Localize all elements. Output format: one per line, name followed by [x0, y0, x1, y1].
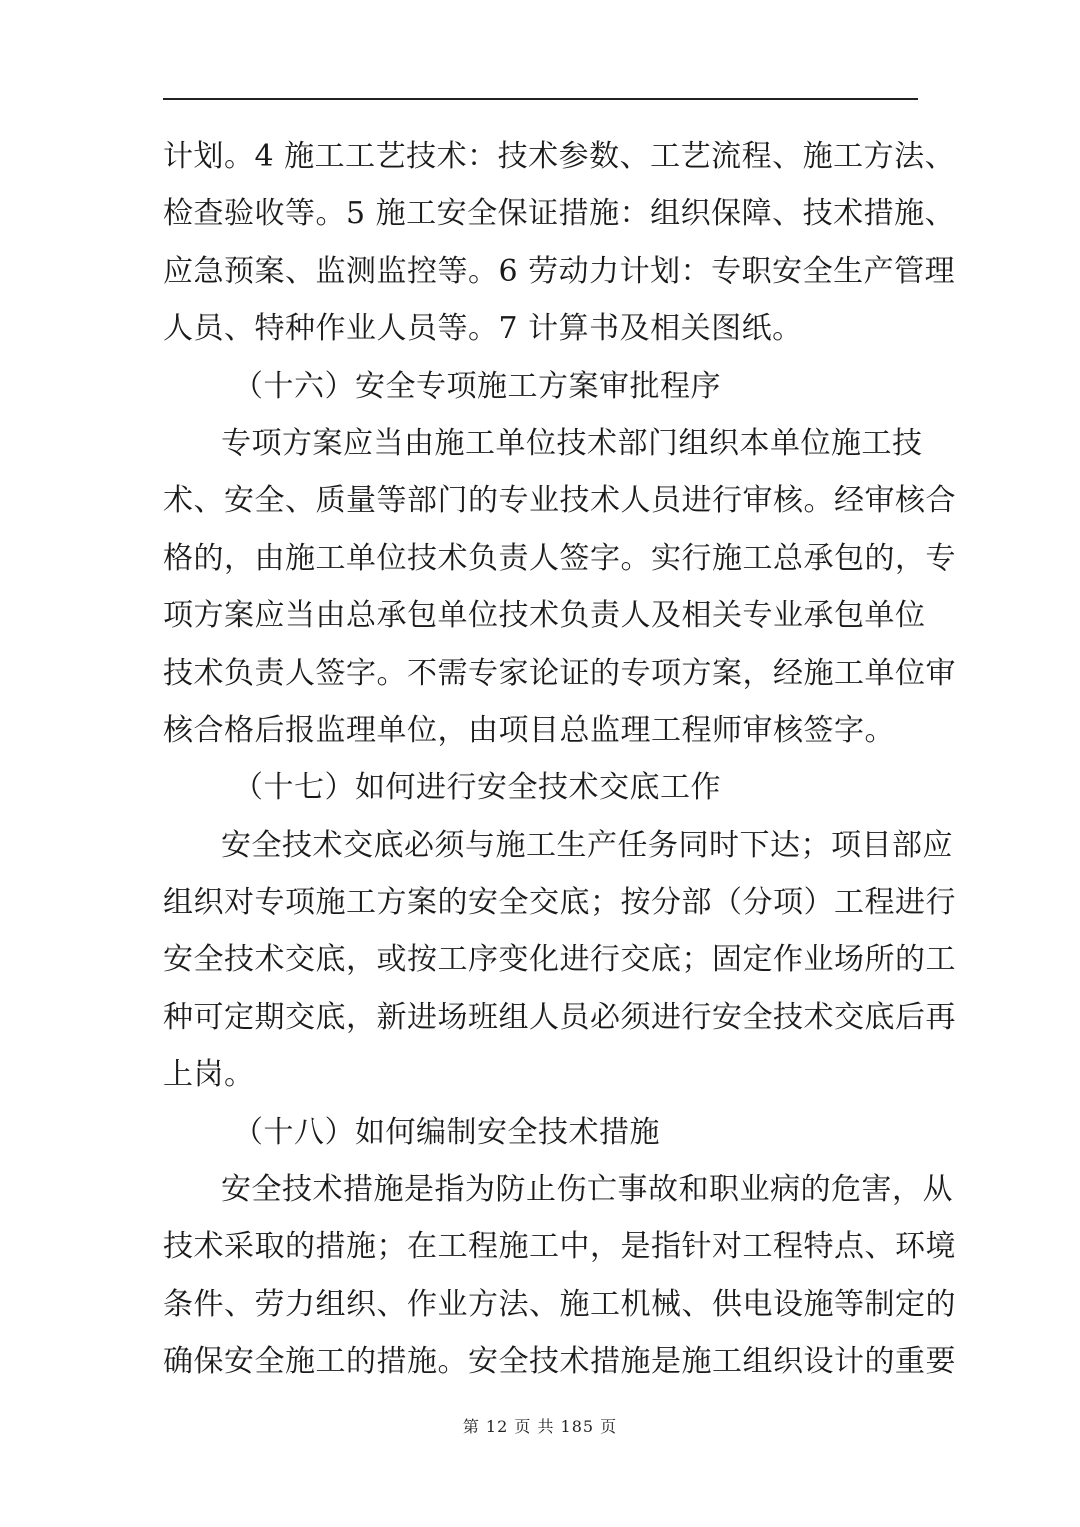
- text-line: 组织对专项施工方案的安全交底；按分部（分项）工程进行: [163, 885, 956, 921]
- text-line: 种可定期交底，新进场班组人员必须进行安全技术交底后再: [163, 999, 956, 1035]
- text-line: 确保安全施工的措施。安全技术措施是施工组织设计的重要: [163, 1344, 956, 1380]
- text-line: 上岗。: [163, 1057, 255, 1093]
- text-line: 条件、劳力组织、作业方法、施工机械、供电设施等制定的: [163, 1286, 956, 1322]
- text-line: 核合格后报监理单位，由项目总监理工程师审核签字。: [163, 712, 895, 748]
- paragraph-first-line: 安全技术措施是指为防止伤亡事故和职业病的危害，从: [221, 1172, 953, 1208]
- paragraph-first-line: 专项方案应当由施工单位技术部门组织本单位施工技: [221, 425, 923, 461]
- text-line: 检查验收等。5 施工安全保证措施：组织保障、技术措施、: [163, 196, 956, 232]
- text-line: 格的，由施工单位技术负责人签字。实行施工总承包的，专: [163, 540, 956, 576]
- text-line: 技术负责人签字。不需专家论证的专项方案，经施工单位审: [163, 655, 956, 691]
- paragraph-first-line: 安全技术交底必须与施工生产任务同时下达；项目部应: [221, 827, 953, 863]
- text-line: 计划。4 施工工艺技术：技术参数、工艺流程、施工方法、: [163, 139, 956, 174]
- text-line: 技术采取的措施；在工程施工中，是指针对工程特点、环境: [163, 1229, 956, 1265]
- text-line: 应急预案、监测监控等。6 劳动力计划：专职安全生产管理: [163, 253, 956, 289]
- text-line: 安全技术交底，或按工序变化进行交底；固定作业场所的工: [163, 942, 956, 978]
- text-line: 人员、特种作业人员等。7 计算书及相关图纸。: [163, 311, 803, 347]
- section-heading: （十六）安全专项施工方案审批程序: [233, 368, 721, 404]
- section-heading: （十七）如何进行安全技术交底工作: [233, 770, 721, 806]
- text-line: 项方案应当由总承包单位技术负责人及相关专业承包单位: [163, 598, 926, 634]
- text-line: 术、安全、质量等部门的专业技术人员进行审核。经审核合: [163, 483, 956, 519]
- page-number-footer: 第 12 页 共 185 页: [462, 1417, 618, 1436]
- document-body: [163, 128, 956, 1391]
- header-rule: [163, 98, 918, 100]
- section-heading: （十八）如何编制安全技术措施: [233, 1114, 660, 1150]
